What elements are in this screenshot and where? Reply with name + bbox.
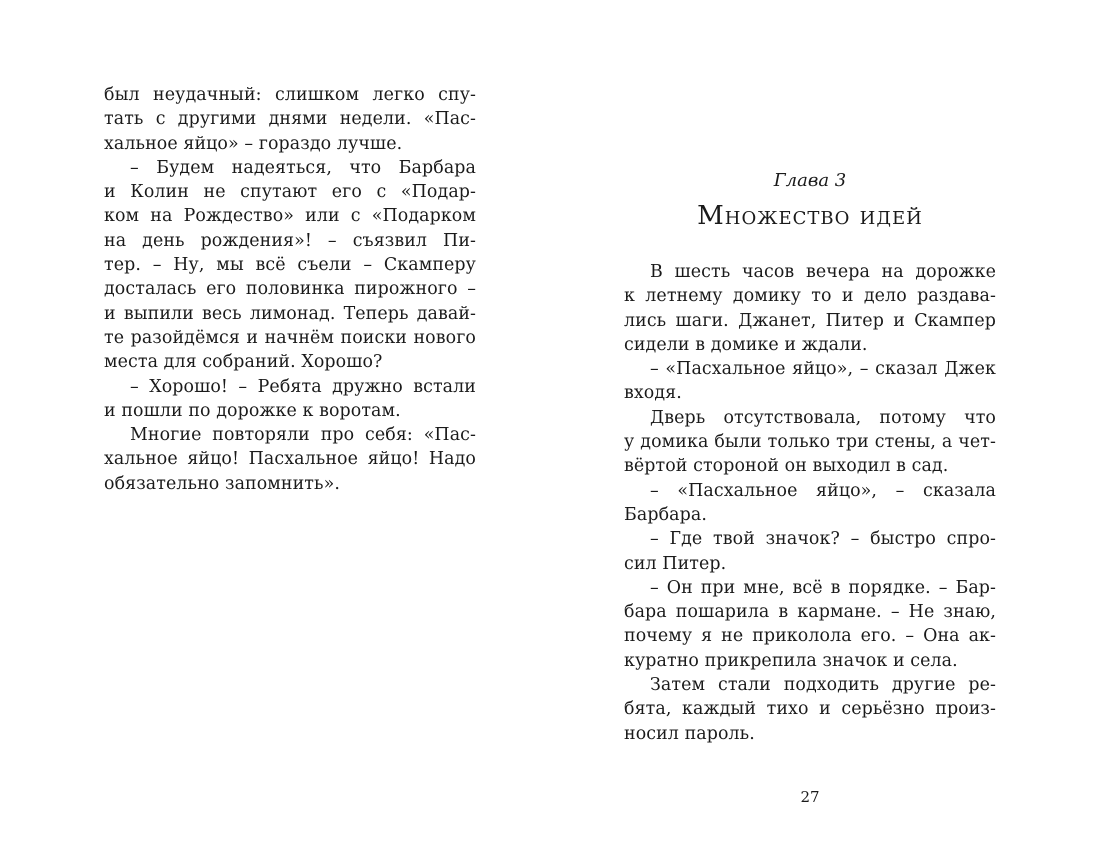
text-line: Затем стали подходить другие ре- <box>650 675 996 696</box>
text-line: у домика были только три стены, а чет- <box>624 432 996 453</box>
paragraph <box>104 83 476 156</box>
text-line: был неудачный: слишком легко спу- <box>104 85 476 105</box>
text-line: на день рождения»! – съязвил Пи- <box>104 230 476 251</box>
text-line: и пошли по дорожке к воротам. <box>104 400 401 421</box>
text-line: хальное яйцо! Пасхальное яйцо! Надо <box>104 449 476 470</box>
text-line: тать с другими днями недели. «Пас- <box>104 109 476 130</box>
text-line: к летнему домику то и дело раздава- <box>624 286 996 307</box>
paragraph <box>624 479 996 528</box>
text-line: – «Пасхальное яйцо», – сказал Джек <box>650 359 996 380</box>
paragraph <box>624 576 996 673</box>
paragraph <box>624 406 996 479</box>
text-line: – Где твой значок? – быстро спро- <box>650 529 996 550</box>
paragraph <box>624 527 996 576</box>
text-line: и Колин не спутают его с «Подар- <box>104 182 476 203</box>
left-page <box>104 83 476 496</box>
text-line: носил пароль. <box>624 723 755 744</box>
right-page-body <box>624 260 996 746</box>
text-line: хальное яйцо» – гораздо лучше. <box>104 133 403 154</box>
text-line: обязательно запомнить». <box>104 473 340 494</box>
text-line: бята, каждый тихо и серьёзно произ- <box>624 699 996 720</box>
paragraph <box>624 357 996 406</box>
text-line: досталась его половинка пирожного – <box>104 279 476 300</box>
text-line: тер. – Ну, мы всё съели – Скамперу <box>104 255 476 276</box>
text-line: бара пошарила в кармане. – Не знаю, <box>624 602 996 623</box>
chapter-number: Глава 3 <box>773 170 847 191</box>
paragraph <box>104 156 476 375</box>
text-line: В шесть часов вечера на дорожке <box>650 262 996 282</box>
text-line: места для собраний. Хорошо? <box>104 352 383 373</box>
text-line: те разойдёмся и начнём поиски нового <box>104 327 476 348</box>
text-line: и выпили весь лимонад. Теперь давай- <box>104 303 476 324</box>
text-line: – Будем надеяться, что Барбара <box>130 157 476 178</box>
paragraph <box>624 673 996 746</box>
text-line: почему я не приколола его. – Она ак- <box>624 626 996 647</box>
text-line: ком на Рождество» или с «Подарком <box>104 206 476 227</box>
text-line: Дверь отсутствовала, потому что <box>650 407 996 428</box>
text-line: куратно прикрепила значок и села. <box>624 650 958 671</box>
paragraph <box>624 260 996 357</box>
paragraph <box>104 423 476 496</box>
text-line: сил Питер. <box>624 553 727 574</box>
text-line: вёртой стороной он выходил в сад. <box>624 456 949 477</box>
chapter-title: Множество идей <box>697 201 923 231</box>
text-line: сидели в домике и ждали. <box>624 334 868 355</box>
text-line: входя. <box>624 383 682 404</box>
page-number: 27 <box>800 788 820 806</box>
text-line: Многие повторяли про себя: «Пас- <box>130 425 476 446</box>
text-line: – «Пасхальное яйцо», – сказала <box>650 480 996 501</box>
right-page <box>624 170 996 746</box>
text-line: – Хорошо! – Ребята дружно встали <box>130 376 476 397</box>
text-line: – Он при мне, всё в порядке. – Бар- <box>650 577 996 598</box>
text-line: лись шаги. Джанет, Питер и Скампер <box>624 310 996 331</box>
paragraph <box>104 375 476 424</box>
text-line: Барбара. <box>624 504 707 525</box>
